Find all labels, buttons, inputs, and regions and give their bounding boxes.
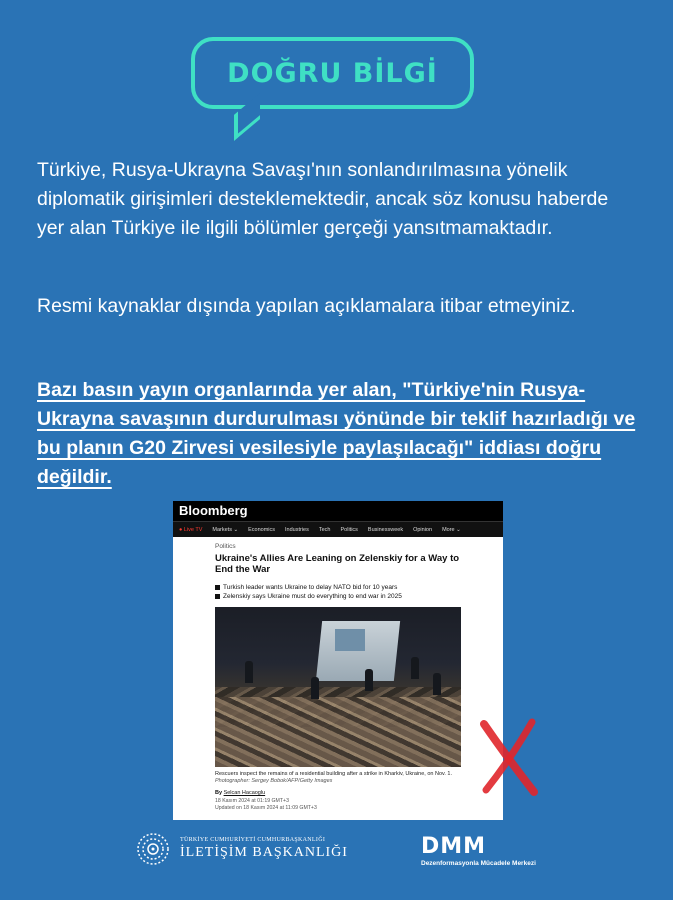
bullet-square-icon: [215, 585, 220, 590]
article-body: [173, 537, 503, 812]
paragraph-claim-false: Bazı basın yayın organlarında yer alan, "Türkiye'nin Rusya-Ukrayna savaşının durdurulması yönünde bir teklif hazırladığı ve bu planın G20 Zirvesi vesilesiyle paylaşılacağı" iddiası doğru değildir.: [37, 379, 636, 488]
article-dates: [215, 798, 503, 812]
iletisim-text: [180, 837, 348, 861]
nav-markets: Markets ⌄: [212, 526, 239, 533]
photo-caption: [215, 771, 465, 785]
caption-photographer: Photographer: Sergey Bobok/AFP/Getty Images: [215, 778, 333, 784]
caption-text: Rescuers inspect the remains of a residential building after a strike in Kharkiv, Ukraine, on Nov. 1.: [215, 771, 453, 777]
author-link[interactable]: Selcan Hacaoglu: [223, 790, 266, 796]
bullet-text: Zelenskiy says Ukraine must do everything to end war in 2025: [223, 593, 402, 600]
nav-tech: Tech: [318, 526, 331, 533]
bloomberg-header: Bloomberg: [173, 501, 503, 521]
iletisim-big: İLETİŞİM BAŞKANLIĞI: [180, 845, 348, 860]
published-date: 18 Kasım 2024 at 01:19 GMT+3: [215, 798, 289, 804]
byline-prefix: By: [215, 790, 223, 796]
red-cross-icon: [476, 716, 544, 798]
article-bullet: [215, 592, 503, 601]
article-kicker: Politics: [215, 543, 236, 550]
article-headline: Ukraine's Allies Are Leaning on Zelenskiy for a Way to End the War: [215, 553, 460, 575]
nav-live-tv: ● Live TV: [179, 526, 203, 533]
article-screenshot: [173, 501, 503, 820]
nav-industries: Industries: [285, 526, 309, 533]
iletisim-logo: [136, 832, 348, 866]
article-bullet: [215, 583, 503, 592]
bullet-text: Turkish leader wants Ukraine to delay NATO bid for 10 years: [223, 584, 398, 591]
nav-more: More ⌄: [442, 526, 461, 533]
iletisim-emblem-icon: [136, 832, 170, 866]
paragraph-support: Türkiye, Rusya-Ukrayna Savaşı'nın sonlandırılmasına yönelik diplomatik girişimleri desteklemektedir, ancak söz konusu haberde yer alan Türkiye ile ilgili bölümler gerçeği yansıtmamaktadır.: [37, 159, 609, 239]
article-photo: [215, 607, 461, 767]
title-bubble: [191, 37, 474, 109]
nav-opinion: Opinion: [413, 526, 433, 533]
nav-politics: Politics: [340, 526, 358, 533]
updated-date: Updated on 18 Kasım 2024 at 11:09 GMT+3: [215, 805, 317, 811]
byline: [215, 790, 503, 796]
nav-economics: Economics: [248, 526, 276, 533]
nav-businessweek: Businessweek: [367, 526, 404, 533]
paragraph-official-sources: Resmi kaynaklar dışında yapılan açıklamalara itibar etmeyiniz.: [37, 295, 576, 317]
dmm-logo-text: DMM: [421, 834, 487, 859]
dmm-logo: [421, 836, 536, 867]
dmm-subtitle: Dezenformasyonla Mücadele Merkezi: [421, 860, 536, 867]
title: DOĞRU BİLGİ: [227, 57, 438, 89]
bullet-square-icon: [215, 594, 220, 599]
bloomberg-nav: [173, 521, 503, 537]
iletisim-small: TÜRKİYE CUMHURİYETİ CUMHURBAŞKANLIĞI: [180, 837, 326, 843]
